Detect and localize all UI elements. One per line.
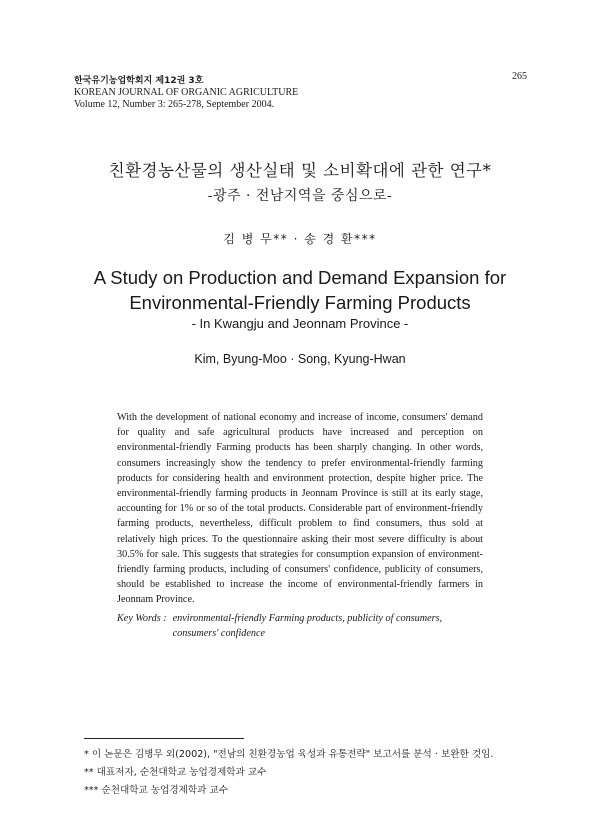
footnote-divider bbox=[84, 738, 244, 739]
journal-name-english: KOREAN JOURNAL OF ORGANIC AGRICULTURE bbox=[74, 87, 299, 98]
paper-title-english bbox=[0, 265, 600, 315]
authors-korean: 김 병 무** · 송 경 환*** bbox=[223, 232, 377, 246]
page-number: 265 bbox=[512, 71, 527, 82]
paper-title-korean: 친환경농산물의 생산실태 및 소비확대에 관한 연구* bbox=[108, 161, 492, 180]
journal-header bbox=[74, 75, 298, 111]
paper-title-english-line-2: Environmental-Friendly Farming Products bbox=[129, 292, 471, 313]
keywords bbox=[117, 611, 483, 641]
footnotes bbox=[84, 746, 544, 800]
paper-title-english-line-1: A Study on Production and Demand Expansion for bbox=[93, 267, 507, 288]
footnote-1: * 이 논문은 김병무 외(2002), "전남의 친환경농업 육성과 유통전략" 보고서를 분석 · 보완한 것임. bbox=[84, 749, 494, 760]
keywords-values: environmental-friendly Farming products, publicity of consumers, consumers' confidence bbox=[172, 613, 443, 639]
journal-name-korean: 한국유기농업학회지 제12권 3호 bbox=[74, 76, 204, 86]
keywords-label: Key Words : bbox=[117, 613, 167, 624]
volume-info: Volume 12, Number 3: 265-278, September 2004. bbox=[74, 99, 275, 110]
paper-subtitle-english: - In Kwangju and Jeonnam Province - bbox=[191, 316, 409, 331]
abstract: With the development of national economy and increase of income, consumers' demand for quality and safe agricultural products have increased and perception on environmental-friendly Farming products has been sharply changing. In other words, consumers increasingly show the tendency to prefer environmental-friendly farming products for considering health and environment protection, despite higher price. The environmental-friendly farming products in Jeonnam Province is still at its early stage, accounting for 1% or so of the total products. Considerable part of environment-friendly farming products, nevertheless, difficult problem to find consumers, thus sold at relatively high prices. To the questionnaire asking their most severe difficulty is about 30.5% for sale. This suggests that strategies for consumption expansion of environment-friendly farming products, including of consumers' confidence, publicity of consumers, should be established to increase the income of environmental-friendly farmers in Jeonnam Province. bbox=[117, 412, 483, 606]
footnote-2: ** 대표저자, 순천대학교 농업경제학과 교수 bbox=[84, 767, 267, 778]
authors-english: Kim, Byung-Moo · Song, Kyung-Hwan bbox=[194, 352, 406, 366]
paper-subtitle-korean: -광주 · 전남지역을 중심으로- bbox=[207, 188, 393, 204]
footnote-3: *** 순천대학교 농업경제학과 교수 bbox=[84, 785, 229, 796]
